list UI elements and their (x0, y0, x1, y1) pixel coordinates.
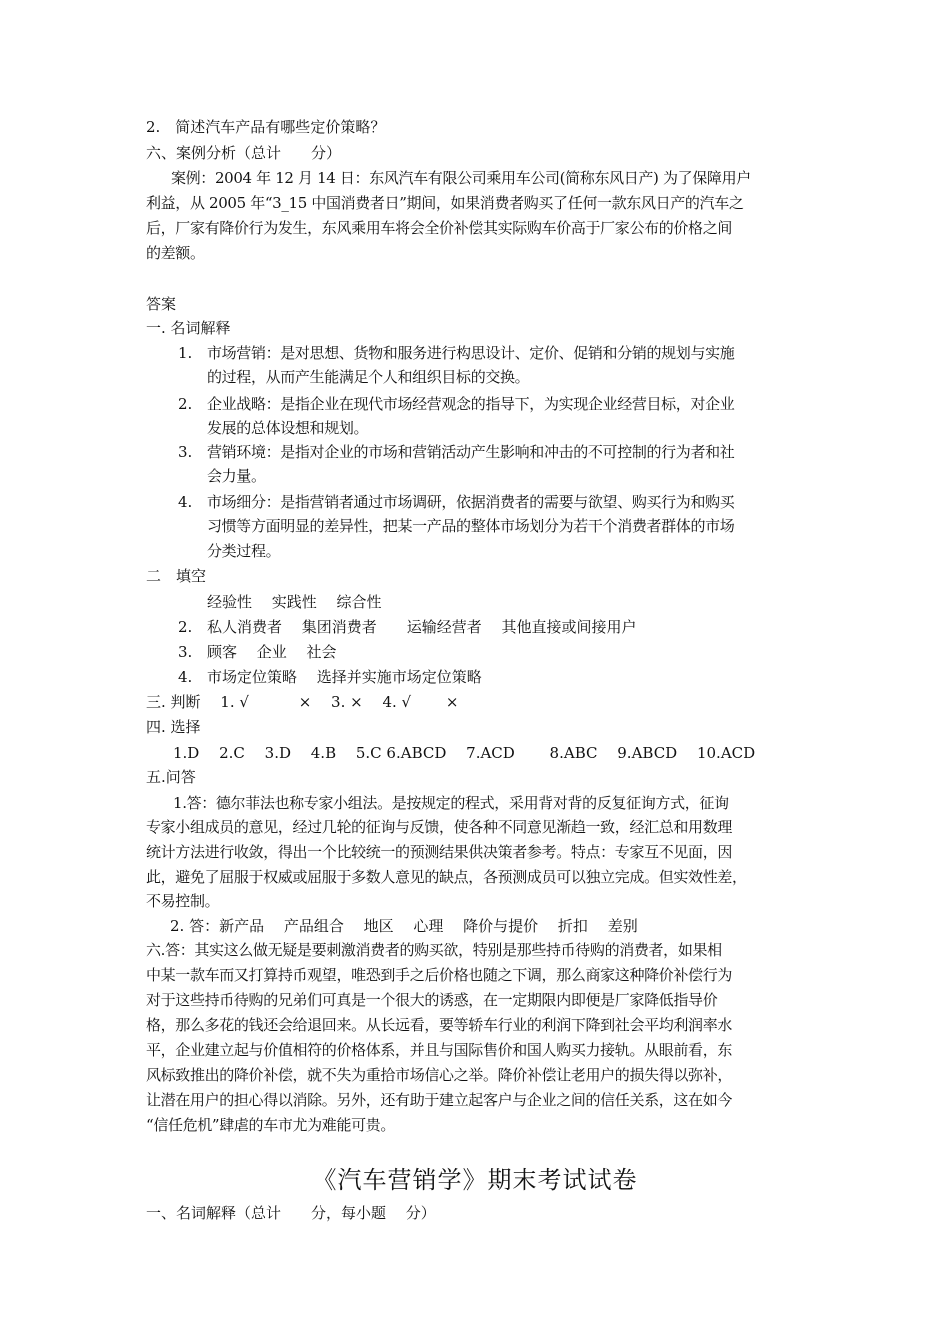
qa-1-text: 此，避免了屈服于权威或屈服于多数人意见的缺点，各预测成员可以独立完成。但实效性差， (146, 868, 747, 886)
term-4-text: 分类过程。 (207, 542, 281, 560)
fill-3-number: 3. (178, 643, 193, 661)
qa-1-text: 统计方法进行收敛，得出一个比较统一的预测结果供决策者参考。特点：专家互不见面，因 (146, 843, 733, 861)
case-analysis-heading: 六、案例分析（总计 分） (146, 144, 342, 162)
case-answer-line: 格，那么多花的钱还会给退回来。从长远看，要等轿车行业的利润下降到社会平均利润率水 (146, 1016, 733, 1034)
section-5-heading: 五.问答 (146, 768, 196, 786)
case-text-line: 案例：2004 年 12 月 14 日：东风汽车有限公司乘用车公司(简称东风日产) 为了保障用户 (171, 169, 751, 187)
term-1-number: 1. (178, 344, 193, 362)
case-text-line: 后，厂家有降价行为发生，东风乘用车将会全价补偿其实际购车价高于厂家公布的价格之间 (146, 219, 733, 237)
exam-section-1-heading: 一、名词解释（总计 分，每小题 分） (146, 1204, 436, 1222)
case-answer-line: 六.答：其实这么做无疑是要刺激消费者的购买欲，特别是那些持币待购的消费者，如果相 (146, 941, 722, 959)
case-answer-line: 对于这些持币待购的兄弟们可真是一个很大的诱惑，在一定期限内即便是厂家降低指导价 (146, 991, 718, 1009)
term-4-text: 市场细分：是指营销者通过市场调研，依据消费者的需要与欲望、购买行为和购买 (207, 493, 735, 511)
section-2-heading: 二 填空 (146, 567, 207, 585)
term-3-number: 3. (178, 443, 193, 461)
term-3-text: 会力量。 (207, 467, 266, 485)
qa-1-text: 不易控制。 (146, 892, 220, 910)
case-answer-line: 风标致推出的降价补偿，就不失为重拾市场信心之举。降价补偿让老用户的损失得以弥补， (146, 1066, 733, 1084)
fill-4-number: 4. (178, 668, 193, 686)
question-2: 2. 简述汽车产品有哪些定价策略？ (146, 118, 386, 136)
qa-1-text: 专家小组成员的意见，经过几轮的征询与反馈，使各种不同意见渐趋一致，经汇总和用数理 (146, 818, 733, 836)
choice-answers: 1.D 2.C 3.D 4.B 5.C 6.ABCD 7.ACD 8.ABC 9.ABCD 10.ACD (173, 744, 756, 762)
qa-1-text: 1.答：德尔菲法也称专家小组法。是按规定的程式，采用背对背的反复征询方式，征询 (173, 794, 729, 812)
term-3-text: 营销环境：是指对企业的市场和营销活动产生影响和冲击的不可控制的行为者和社 (207, 443, 735, 461)
qa-2-text: 2. 答：新产品 产品组合 地区 心理 降价与提价 折扣 差别 (170, 917, 638, 935)
term-2-number: 2. (178, 395, 193, 413)
exam-title: 《汽车营销学》期末考试试卷 (312, 1166, 638, 1194)
case-text-line: 的差额。 (146, 244, 205, 262)
fill-2-number: 2. (178, 618, 193, 636)
case-answer-line: “信任危机”肆虐的车市尤为难能可贵。 (146, 1116, 396, 1134)
case-answer-line: 中某一款车而又打算持币观望，唯恐到手之后价格也随之下调，那么商家这种降价补偿行为 (146, 966, 733, 984)
section-1-heading: 一. 名词解释 (146, 319, 231, 337)
section-3-judgement: 三. 判断 1. √ × 3. × 4. √ × (146, 693, 459, 711)
fill-4-text: 市场定位策略 选择并实施市场定位策略 (207, 668, 482, 686)
case-answer-line: 让潜在用户的担心得以消除。另外，还有助于建立起客户与企业之间的信任关系，这在如今 (146, 1091, 733, 1109)
term-4-number: 4. (178, 493, 193, 511)
section-4-heading: 四. 选择 (146, 718, 201, 736)
term-2-text: 发展的总体设想和规划。 (207, 419, 369, 437)
fill-1-text: 经验性 实践性 综合性 (207, 593, 382, 611)
case-answer-line: 平，企业建立起与价值相符的价格体系，并且与国际售价和国人购买力接轨。从眼前看，东 (146, 1041, 733, 1059)
fill-3-text: 顾客 企业 社会 (207, 643, 337, 661)
term-1-text: 的过程，从而产生能满足个人和组织目标的交换。 (207, 368, 530, 386)
term-4-text: 习惯等方面明显的差异性，把某一产品的整体市场划分为若干个消费者群体的市场 (207, 517, 735, 535)
case-text-line: 利益，从 2005 年“3_15 中国消费者日”期间，如果消费者购买了任何一款东风日产的汽车之 (146, 194, 744, 212)
term-1-text: 市场营销：是对思想、货物和服务进行构思设计、定价、促销和分销的规划与实施 (207, 344, 735, 362)
fill-2-text: 私人消费者 集团消费者 运输经营者 其他直接或间接用户 (207, 618, 637, 636)
answers-heading: 答案 (146, 295, 177, 313)
term-2-text: 企业战略：是指企业在现代市场经营观念的指导下，为实现企业经营目标，对企业 (207, 395, 735, 413)
